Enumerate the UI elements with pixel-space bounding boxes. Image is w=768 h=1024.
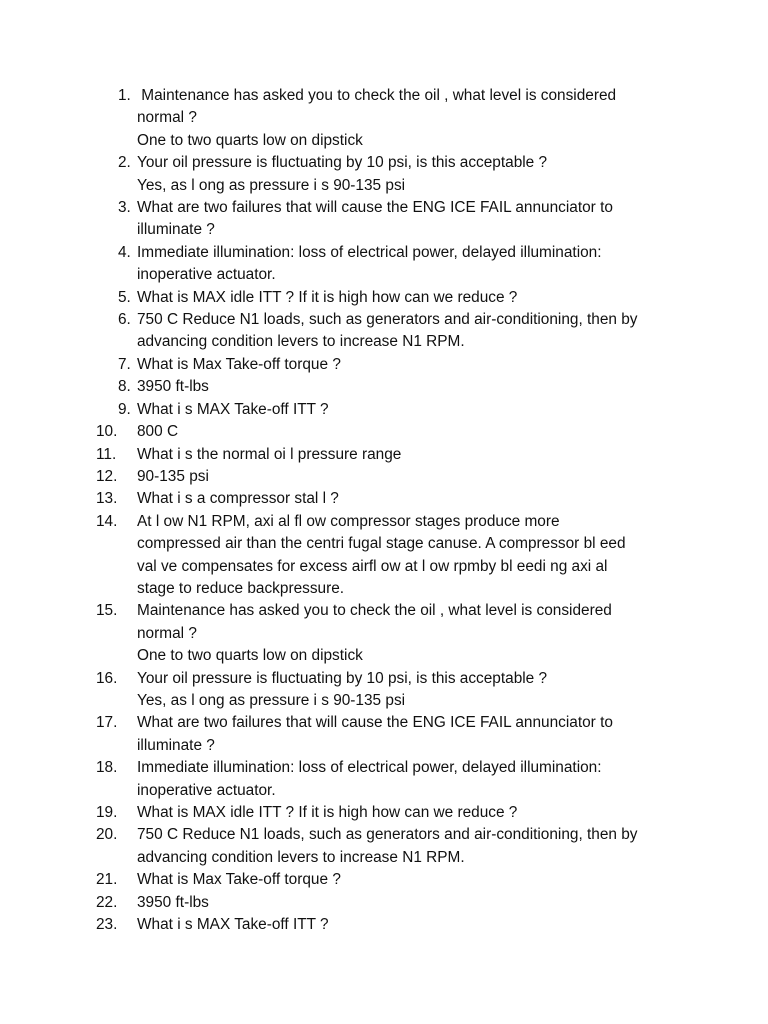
list-item-text — [137, 399, 676, 421]
list-item — [96, 824, 676, 869]
list-item-text — [137, 600, 676, 667]
list-item-line: Yes, as l ong as pressure i s 90-135 psi — [137, 691, 406, 709]
list-item — [96, 242, 676, 287]
list-item-number: 19. — [96, 804, 118, 821]
list-item-text — [137, 488, 676, 510]
list-item-line: Your oil pressure is fluctuating by 10 psi, is this acceptable ? — [137, 154, 548, 172]
list-item-number: 7. — [118, 355, 131, 373]
list-item-text — [137, 802, 676, 824]
list-item-line: What is MAX idle ITT ? If it is high how can we reduce ? — [137, 804, 518, 821]
list-item — [96, 488, 676, 510]
list-item-line: advancing condition levers to increase N1 RPM. — [137, 333, 465, 351]
list-item-number: 11. — [96, 445, 117, 463]
list-item-number: 2. — [118, 154, 131, 172]
list-item — [96, 421, 676, 443]
list-item — [96, 668, 676, 713]
list-item-text — [137, 354, 676, 376]
list-item-number: 14. — [96, 512, 118, 530]
list-item-line: Your oil pressure is fluctuating by 10 psi, is this acceptable ? — [137, 669, 548, 687]
list-item-line: 750 C Reduce N1 loads, such as generators and air-conditioning, then by — [137, 311, 638, 329]
list-item-text — [137, 152, 676, 197]
list-item-text — [137, 914, 676, 936]
list-item-text — [137, 376, 676, 398]
list-item-line: What are two failures that will cause the ENG ICE FAIL annunciator to — [137, 199, 613, 217]
list-item-line: Immediate illumination: loss of electrical power, delayed illumination: — [137, 759, 602, 777]
list-item-line: What i s MAX Take-off ITT ? — [137, 916, 329, 934]
list-item-line: What is MAX idle ITT ? If it is high how can we reduce ? — [137, 288, 518, 306]
list-item-text — [137, 757, 676, 802]
list-item — [96, 466, 676, 488]
list-item-text — [137, 869, 676, 891]
list-item-number: 9. — [118, 400, 131, 418]
list-item-line: advancing condition levers to increase N1 RPM. — [137, 848, 465, 866]
list-item-number: 10. — [96, 423, 118, 441]
list-item — [96, 197, 676, 242]
list-item-text — [137, 511, 676, 601]
list-item — [96, 511, 676, 601]
list-item-line: val ve compensates for excess airfl ow at l ow rpmby bl eedi ng axi al — [137, 557, 608, 575]
list-item-line: What i s MAX Take-off ITT ? — [137, 400, 329, 418]
list-item — [96, 600, 676, 667]
list-item-line: 750 C Reduce N1 loads, such as generators and air-conditioning, then by — [137, 826, 638, 844]
list-item-line: At l ow N1 RPM, axi al fl ow compressor stages produce more — [137, 512, 560, 530]
list-item-line: Maintenance has asked you to check the oil , what level is considered — [137, 87, 617, 104]
list-item — [96, 757, 676, 802]
list-item-number: 15. — [96, 602, 118, 620]
list-item-text — [137, 421, 676, 443]
list-item-line: Yes, as l ong as pressure i s 90-135 psi — [137, 176, 406, 194]
list-item-line: 3950 ft-lbs — [137, 378, 209, 396]
list-item-line: 3950 ft-lbs — [137, 893, 209, 911]
list-item-line: compressed air than the centri fugal stage canuse. A compressor bl eed — [137, 535, 626, 553]
list-item-line: 800 C — [137, 423, 179, 441]
list-item-number: 1. — [118, 87, 131, 104]
list-item-text — [137, 466, 676, 488]
list-item — [96, 376, 676, 398]
list-item-line: normal ? — [137, 109, 197, 127]
list-item-number: 5. — [118, 288, 131, 306]
list-item-number: 23. — [96, 916, 118, 934]
list-item — [96, 354, 676, 376]
list-item — [96, 287, 676, 309]
list-item-line: normal ? — [137, 624, 197, 642]
list-item-number: 22. — [96, 893, 118, 911]
list-item-line: What is Max Take-off torque ? — [137, 355, 341, 373]
list-item — [96, 892, 676, 914]
list-item-text — [137, 824, 676, 869]
list-item-line: What i s a compressor stal l ? — [137, 490, 339, 508]
list-item-text — [137, 197, 676, 242]
list-item-number: 16. — [96, 669, 118, 687]
list-item — [96, 152, 676, 197]
list-item-number: 13. — [96, 490, 118, 508]
list-item-line: What are two failures that will cause the ENG ICE FAIL annunciator to — [137, 714, 613, 732]
list-item — [96, 309, 676, 354]
list-item-line: stage to reduce backpressure. — [137, 579, 345, 597]
list-item-line: 90-135 psi — [137, 467, 209, 485]
list-item-text — [137, 712, 676, 757]
list-item-line: What is Max Take-off torque ? — [137, 871, 341, 889]
list-item — [96, 914, 676, 936]
list-item-number: 3. — [118, 199, 131, 217]
list-item-line: What i s the normal oi l pressure range — [137, 445, 402, 463]
list-item-number: 20. — [96, 826, 118, 844]
list-item-line: One to two quarts low on dipstick — [137, 647, 363, 665]
list-item-text — [137, 85, 676, 152]
list-item-number: 17. — [96, 714, 118, 732]
list-item-text — [137, 668, 676, 713]
list-item-text — [137, 309, 676, 354]
list-item-line: One to two quarts low on dipstick — [137, 131, 363, 149]
list-item-text — [137, 892, 676, 914]
list-item-number: 4. — [118, 243, 131, 261]
list-item-line: illuminate ? — [137, 736, 215, 754]
qa-list — [96, 85, 676, 936]
list-item-line: Immediate illumination: loss of electrical power, delayed illumination: — [137, 243, 602, 261]
list-item — [96, 85, 676, 152]
list-item-text — [137, 444, 676, 466]
list-item — [96, 802, 676, 824]
list-item-number: 18. — [96, 759, 118, 777]
list-item-line: illuminate ? — [137, 221, 215, 239]
list-item-line: Maintenance has asked you to check the oil , what level is considered — [137, 602, 612, 620]
list-item-number: 6. — [118, 311, 131, 329]
list-item-line: inoperative actuator. — [137, 781, 276, 799]
list-item — [96, 399, 676, 421]
list-item-line: inoperative actuator. — [137, 266, 276, 284]
list-item — [96, 444, 676, 466]
list-item-number: 12. — [96, 467, 118, 485]
list-item — [96, 712, 676, 757]
list-item-text — [137, 287, 676, 309]
list-item-number: 21. — [96, 871, 118, 889]
list-item-number: 8. — [118, 378, 131, 396]
list-item-text — [137, 242, 676, 287]
list-item — [96, 869, 676, 891]
